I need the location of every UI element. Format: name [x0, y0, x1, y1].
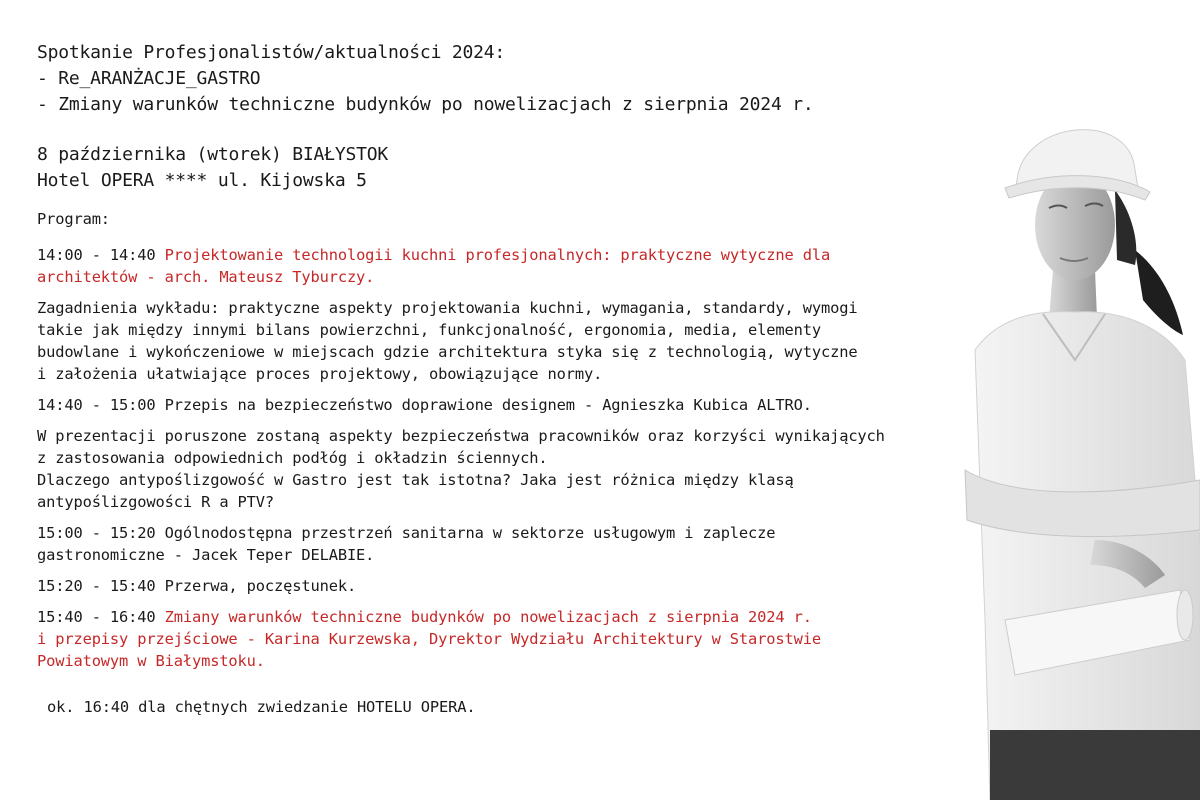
hair-shape — [1135, 250, 1183, 335]
event-venue: Hotel OPERA **** ul. Kijowska 5 — [37, 170, 367, 191]
session-description: z zastosowania odpowiednich podłóg i okładzin ściennych. — [37, 449, 548, 467]
session-description: W prezentacji poruszone zostaną aspekty bezpieczeństwa pracowników oraz korzyści wynikających — [37, 427, 885, 445]
header-item: - Zmiany warunków techniczne budynków po nowelizacjach z sierpnia 2024 r. — [37, 94, 814, 115]
break-item: 15:20 - 15:40 Przerwa, poczęstunek. — [37, 577, 357, 595]
session-title: i przepisy przejściowe - Karina Kurzewska, Dyrektor Wydziału Architektury w Starostwie — [37, 630, 821, 648]
header-title: Spotkanie Profesjonalistów/aktualności 2024: — [37, 42, 506, 63]
session-description: Zagadnienia wykładu: praktyczne aspekty projektowania kuchni, wymagania, standardy, wymogi — [37, 299, 858, 317]
closing-note: ok. 16:40 dla chętnych zwiedzanie HOTELU OPERA. — [47, 698, 476, 716]
session-5-heading — [37, 606, 957, 628]
session-3-heading: gastronomiczne - Jacek Teper DELABIE. — [37, 546, 375, 564]
session-3-heading: 15:00 - 15:20 Ogólnodostępna przestrzeń sanitarna w sektorze usługowym i zaplecze — [37, 524, 776, 542]
session-description: takie jak między innymi bilans powierzchni, funkcjonalność, ergonomia, media, elementy — [37, 321, 821, 339]
jeans-shape — [990, 730, 1200, 800]
session-description: i założenia ułatwiające proces projektowy, obowiązujące normy. — [37, 365, 603, 383]
engineer-woman-photo — [945, 100, 1200, 800]
session-description: Dlaczego antypoślizgowość w Gastro jest tak istotna? Jaka jest różnica między klasą — [37, 471, 794, 489]
session-title: architektów - arch. Mateusz Tyburczy. — [37, 268, 375, 286]
session-2-heading: 14:40 - 15:00 Przepis na bezpieczeństwo doprawione designem - Agnieszka Kubica ALTRO. — [37, 396, 812, 414]
hair-side — [1115, 190, 1136, 265]
event-date: 8 października (wtorek) BIAŁYSTOK — [37, 144, 389, 165]
session-time: 14:00 - 14:40 — [37, 246, 156, 264]
session-title: Projektowanie technologii kuchni profesjonalnych: praktyczne wytyczne dla — [155, 246, 831, 264]
header-item: - Re_ARANŻACJE_GASTRO — [37, 68, 261, 89]
session-1-heading — [37, 244, 957, 266]
session-title: Zmiany warunków techniczne budynków po nowelizacjach z sierpnia 2024 r. — [155, 608, 812, 626]
shirt-shape — [975, 312, 1200, 800]
session-description: budowlane i wykończeniowe w miejscach gdzie architektura styka się z technologią, wytyczne — [37, 343, 858, 361]
event-agenda — [37, 40, 957, 718]
program-label: Program: — [37, 210, 110, 228]
session-time: 15:40 - 16:40 — [37, 608, 156, 626]
session-description: antypoślizgowości R a PTV? — [37, 493, 275, 511]
session-title: Powiatowym w Białymstoku. — [37, 652, 265, 670]
